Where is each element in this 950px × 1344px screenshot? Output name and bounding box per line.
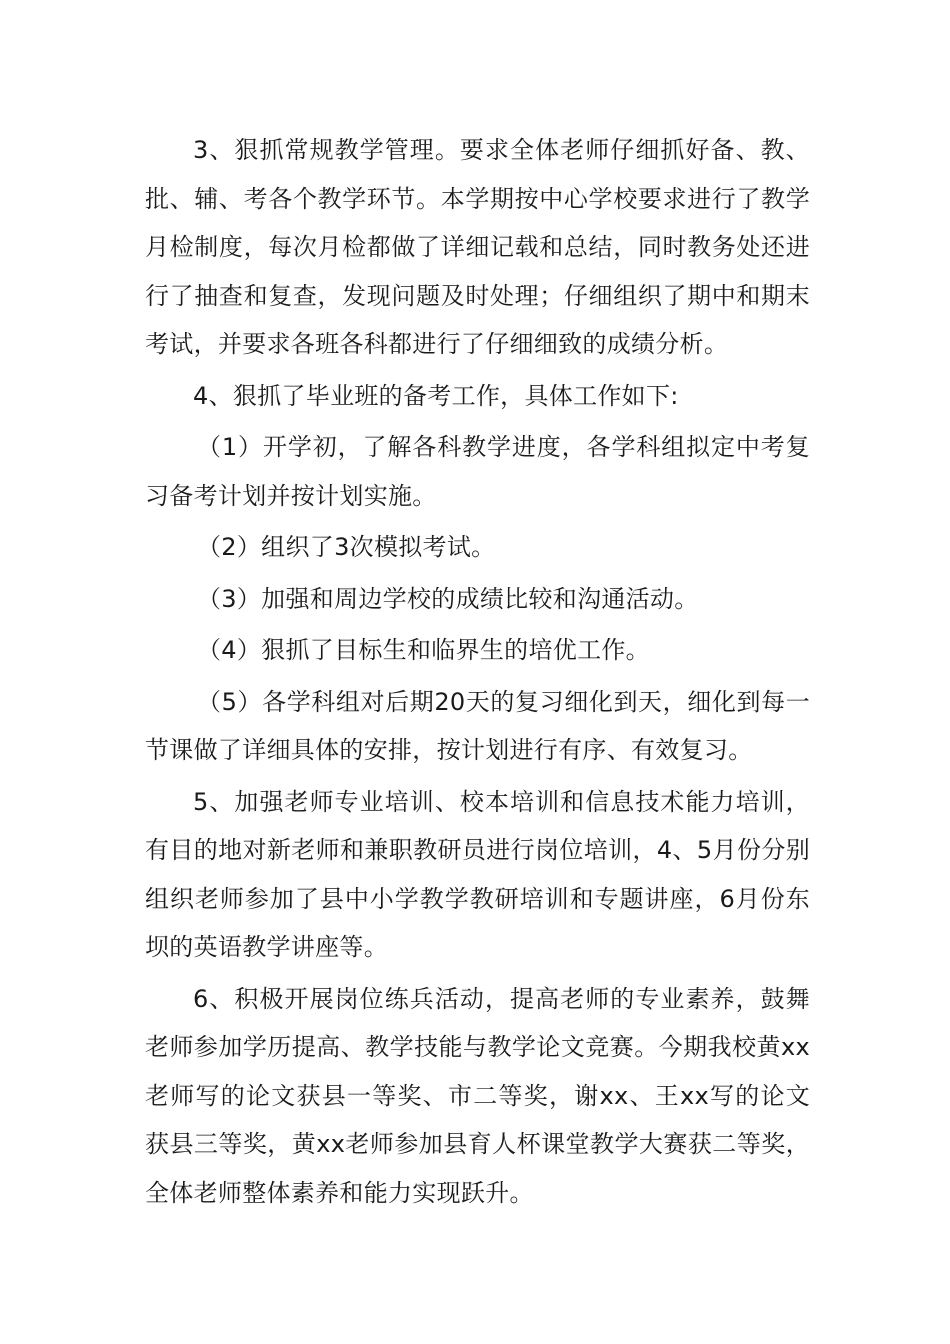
paragraph-subitem-3: （3）加强和周边学校的成绩比较和沟通活动。 (197, 584, 699, 613)
paragraph-subitem-1: （1）开学初，了解各科教学进度，各学科组拟定中考复习备考计划并按计划实施。 (145, 433, 810, 510)
paragraph-item-6: 6、积极开展岗位练兵活动，提高老师的专业素养，鼓舞老师参加学历提高、教学技能与教学论文竞赛。今期我校黄xx老师写的论文获县一等奖、市二等奖，谢xx、王xx写的论文获县三等奖，黄xx老师参加县育人杯课堂教学大赛获二等奖，全体老师整体素养和能力实现跃升。 (145, 984, 810, 1207)
paragraph-item-4: 4、狠抓了毕业班的备考工作，具体工作如下: (193, 381, 679, 410)
paragraph-item-3: 3、狠抓常规教学管理。要求全体老师仔细抓好备、教、批、辅、考各个教学环节。本学期按中心学校要求进行了教学月检制度，每次月检都做了详细记载和总结，同时教务处还进行了抽查和复查，发现问题及时处理；仔细组织了期中和期末考试，并要求各班各科都进行了仔细细致的成绩分析。 (145, 136, 810, 358)
paragraph-item-5: 5、加强老师专业培训、校本培训和信息技术能力培训，有目的地对新老师和兼职教研员进行岗位培训，4、5月份分别组织老师参加了县中小学教学教研培训和专题讲座，6月份东坝的英语教学讲座等。 (145, 787, 810, 961)
paragraph-subitem-4: （4）狠抓了目标生和临界生的培优工作。 (197, 636, 650, 664)
paragraph-subitem-2: （2）组织了3次模拟考试。 (197, 533, 496, 561)
paragraph-subitem-5: （5）各学科组对后期20天的复习细化到天，细化到每一节课做了详细具体的安排，按计划进行有序、有效复习。 (145, 687, 810, 764)
document-body (145, 126, 810, 1220)
